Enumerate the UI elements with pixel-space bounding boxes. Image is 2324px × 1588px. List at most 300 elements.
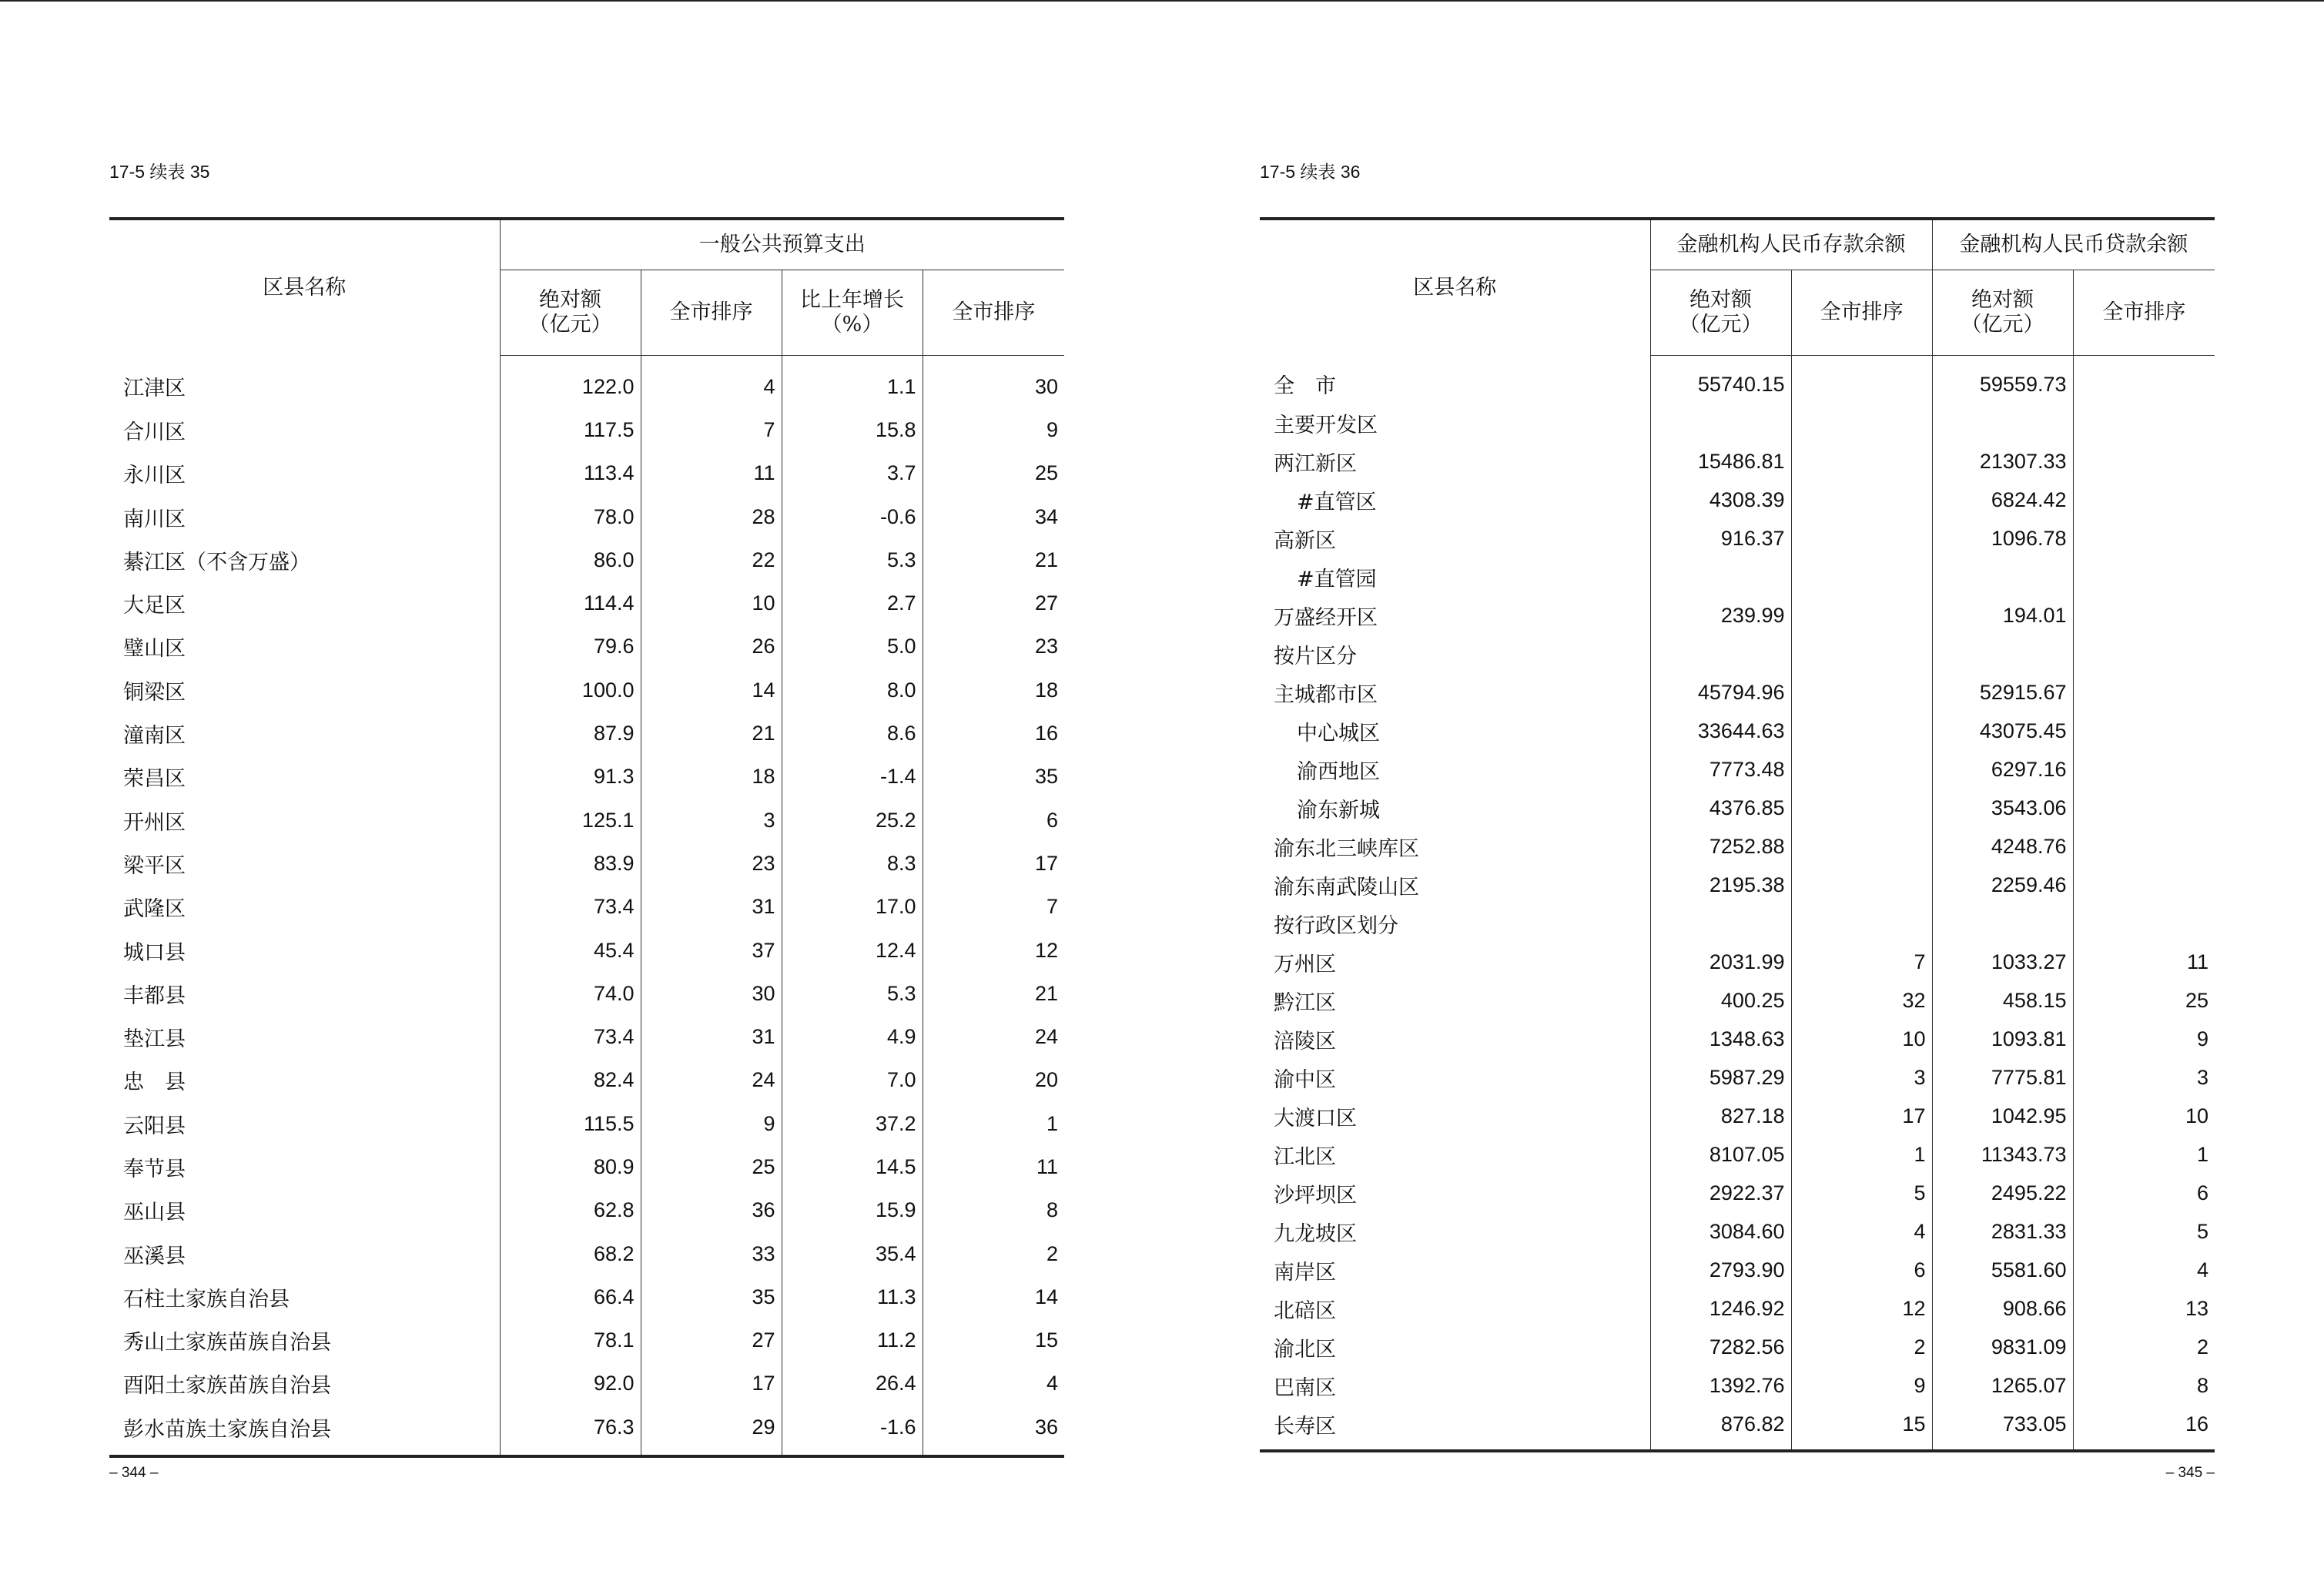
value-cell-1: 83.9 <box>500 842 641 885</box>
value-cell-3: 9831.09 <box>1932 1328 2073 1366</box>
value-cell-2 <box>1791 442 1932 481</box>
value-cell-2: 36 <box>641 1189 782 1232</box>
value-cell-2: 18 <box>641 755 782 799</box>
value-cell-1: 7282.56 <box>1650 1328 1791 1366</box>
value-cell-3: 37.2 <box>782 1102 923 1145</box>
value-cell-1: 125.1 <box>500 799 641 842</box>
value-cell-4: 34 <box>923 495 1064 538</box>
value-cell-1: 73.4 <box>500 1015 641 1058</box>
table-row <box>1260 750 2215 789</box>
value-cell-1: 916.37 <box>1650 519 1791 558</box>
value-cell-1: 117.5 <box>500 408 641 451</box>
value-cell-3 <box>1932 558 2073 596</box>
value-cell-2: 17 <box>641 1362 782 1405</box>
district-name-cell: 丰都县 <box>123 983 186 1008</box>
table-row <box>1260 673 2215 712</box>
value-cell-1: 15486.81 <box>1650 442 1791 481</box>
value-cell-1: 2922.37 <box>1650 1174 1791 1212</box>
value-cell-4 <box>2073 635 2215 673</box>
value-cell-3: 43075.45 <box>1932 712 2073 750</box>
district-name-cell: 长寿区 <box>1260 1405 1650 1451</box>
value-cell-2 <box>1791 673 1932 712</box>
value-cell-4: 6 <box>2073 1174 2215 1212</box>
table-row <box>109 972 1064 1015</box>
value-cell-4: 23 <box>923 625 1064 668</box>
value-cell-4: 25 <box>923 452 1064 495</box>
district-name-cell: 江北区 <box>1274 1144 1336 1169</box>
header-growth-rate: 比上年增长 （%） <box>782 270 923 356</box>
value-cell-1: 400.25 <box>1650 981 1791 1020</box>
value-cell-4 <box>2073 712 2215 750</box>
value-cell-2: 3 <box>641 799 782 842</box>
district-name-cell: 高新区 <box>1274 528 1336 553</box>
value-cell-4: 9 <box>2073 1020 2215 1058</box>
district-name-cell: 渝东新城 <box>1297 798 1380 822</box>
table-row <box>1260 866 2215 904</box>
value-cell-2: 15 <box>1791 1405 1932 1451</box>
table-row <box>1260 712 2215 750</box>
value-cell-1 <box>1650 904 1791 943</box>
value-cell-2: 2 <box>1791 1328 1932 1366</box>
value-cell-1: 239.99 <box>1650 596 1791 635</box>
value-cell-3: 2831.33 <box>1932 1212 2073 1251</box>
table-caption: 17-5 续表 36 <box>1260 162 1361 182</box>
value-cell-4 <box>2073 404 2215 442</box>
value-cell-1: 92.0 <box>500 1362 641 1405</box>
value-cell-2: 22 <box>641 538 782 581</box>
value-cell-4: 8 <box>2073 1366 2215 1405</box>
value-cell-1: 876.82 <box>1650 1405 1791 1451</box>
value-cell-1: 66.4 <box>500 1275 641 1318</box>
value-cell-4 <box>2073 596 2215 635</box>
district-name-cell: 巫山县 <box>123 1201 186 1225</box>
value-cell-4: 8 <box>923 1189 1064 1232</box>
value-cell-3: 14.5 <box>782 1145 923 1188</box>
value-cell-1: 82.4 <box>500 1059 641 1102</box>
value-cell-2: 3 <box>1791 1058 1932 1097</box>
value-cell-3: 3543.06 <box>1932 789 2073 827</box>
value-cell-4 <box>2073 866 2215 904</box>
district-name-cell: 南岸区 <box>1274 1260 1336 1285</box>
value-cell-1: 827.18 <box>1650 1097 1791 1135</box>
value-cell-2: 31 <box>641 886 782 929</box>
district-name-cell: 巫溪县 <box>123 1244 186 1268</box>
value-cell-1: 7252.88 <box>1650 827 1791 866</box>
value-cell-1: 33644.63 <box>1650 712 1791 750</box>
value-cell-3 <box>1932 904 2073 943</box>
value-cell-1: 45.4 <box>500 929 641 972</box>
table-row <box>109 1145 1064 1188</box>
district-name-cell: 南川区 <box>123 507 186 531</box>
value-cell-3: 6824.42 <box>1932 481 2073 519</box>
value-cell-1: 3084.60 <box>1650 1212 1791 1251</box>
table-row <box>109 712 1064 755</box>
district-name-cell: 沙坪坝区 <box>1274 1183 1357 1208</box>
district-name-cell: 黔江区 <box>1274 990 1336 1015</box>
value-cell-2: 4 <box>1791 1212 1932 1251</box>
value-cell-1: 73.4 <box>500 886 641 929</box>
value-cell-2: 27 <box>641 1319 782 1362</box>
header-absolute-amount: 绝对额 （亿元） <box>500 270 641 356</box>
value-cell-2 <box>1791 596 1932 635</box>
district-name-cell: 涪陵区 <box>1274 1029 1336 1054</box>
page-number: – 345 – <box>2165 1465 2215 1481</box>
district-name-cell: 武隆区 <box>123 897 186 922</box>
table-row <box>109 538 1064 581</box>
district-name-cell: #直管区 <box>1297 490 1377 514</box>
value-cell-4: 12 <box>923 929 1064 972</box>
value-cell-3: 5.3 <box>782 538 923 581</box>
value-cell-4: 7 <box>923 886 1064 929</box>
value-cell-2: 37 <box>641 929 782 972</box>
left-page <box>109 0 1064 1588</box>
district-name-cell: 开州区 <box>123 810 186 835</box>
value-cell-3: 11.3 <box>782 1275 923 1318</box>
value-cell-4: 35 <box>923 755 1064 799</box>
value-cell-1: 7773.48 <box>1650 750 1791 789</box>
value-cell-1: 5987.29 <box>1650 1058 1791 1097</box>
value-cell-4: 36 <box>923 1405 1064 1456</box>
table-row <box>109 1232 1064 1275</box>
value-cell-3: 35.4 <box>782 1232 923 1275</box>
value-cell-1: 100.0 <box>500 668 641 712</box>
header-loan-amount: 绝对额 （亿元） <box>1932 270 2073 356</box>
value-cell-1: 1246.92 <box>1650 1289 1791 1328</box>
value-cell-3: 1096.78 <box>1932 519 2073 558</box>
value-cell-3: -0.6 <box>782 495 923 538</box>
value-cell-4 <box>2073 442 2215 481</box>
value-cell-2 <box>1791 404 1932 442</box>
table-row <box>1260 1097 2215 1135</box>
district-name-cell: 万州区 <box>1274 952 1336 977</box>
value-cell-2 <box>1791 635 1932 673</box>
value-cell-3: 12.4 <box>782 929 923 972</box>
value-cell-3: 11.2 <box>782 1319 923 1362</box>
value-cell-3: 8.6 <box>782 712 923 755</box>
value-cell-3: 1093.81 <box>1932 1020 2073 1058</box>
district-name-cell: 全 市 <box>1274 374 1336 399</box>
value-cell-4: 11 <box>2073 943 2215 981</box>
value-cell-4: 1 <box>2073 1135 2215 1174</box>
value-cell-3 <box>1932 635 2073 673</box>
value-cell-1 <box>1650 635 1791 673</box>
value-cell-2: 30 <box>641 972 782 1015</box>
value-cell-4: 21 <box>923 538 1064 581</box>
value-cell-1: 1348.63 <box>1650 1020 1791 1058</box>
value-cell-1: 62.8 <box>500 1189 641 1232</box>
district-name-cell: 两江新区 <box>1274 451 1357 476</box>
table-row <box>1260 943 2215 981</box>
value-cell-1: 2793.90 <box>1650 1251 1791 1289</box>
value-cell-3: 25.2 <box>782 799 923 842</box>
header-growth-rank: 全市排序 <box>923 270 1064 356</box>
value-cell-3: 3.7 <box>782 452 923 495</box>
table-row <box>109 1189 1064 1232</box>
table-row <box>109 408 1064 451</box>
value-cell-2: 10 <box>641 581 782 625</box>
value-cell-2: 32 <box>1791 981 1932 1020</box>
value-cell-4: 30 <box>923 356 1064 409</box>
district-name-cell: 按片区分 <box>1274 644 1357 668</box>
table-row <box>109 886 1064 929</box>
value-cell-4: 2 <box>923 1232 1064 1275</box>
value-cell-4 <box>2073 673 2215 712</box>
value-cell-4: 4 <box>923 1362 1064 1405</box>
value-cell-2: 24 <box>641 1059 782 1102</box>
value-cell-1: 79.6 <box>500 625 641 668</box>
value-cell-1: 4308.39 <box>1650 481 1791 519</box>
value-cell-1: 122.0 <box>500 356 641 409</box>
value-cell-4: 1 <box>923 1102 1064 1145</box>
table-row <box>109 452 1064 495</box>
value-cell-2: 1 <box>1791 1135 1932 1174</box>
value-cell-2: 26 <box>641 625 782 668</box>
value-cell-2: 14 <box>641 668 782 712</box>
table-row <box>1260 1174 2215 1212</box>
value-cell-3: 1042.95 <box>1932 1097 2073 1135</box>
value-cell-2: 10 <box>1791 1020 1932 1058</box>
page-number: – 344 – <box>109 1465 159 1481</box>
table-row <box>1260 1289 2215 1328</box>
value-cell-4: 5 <box>2073 1212 2215 1251</box>
value-cell-2: 6 <box>1791 1251 1932 1289</box>
district-name-cell: 石柱土家族自治县 <box>123 1287 290 1312</box>
value-cell-4: 16 <box>923 712 1064 755</box>
district-name-cell: 主要开发区 <box>1274 413 1378 437</box>
table-caption: 17-5 续表 35 <box>109 162 210 182</box>
value-cell-1: 2031.99 <box>1650 943 1791 981</box>
table-row <box>1260 1020 2215 1058</box>
table-row <box>1260 481 2215 519</box>
value-cell-1: 86.0 <box>500 538 641 581</box>
value-cell-4: 16 <box>2073 1405 2215 1451</box>
deposit-loan-table <box>1260 217 2215 1452</box>
value-cell-4 <box>2073 481 2215 519</box>
value-cell-1: 114.4 <box>500 581 641 625</box>
table-row <box>109 755 1064 799</box>
value-cell-4 <box>2073 750 2215 789</box>
district-name-cell: 彭水苗族土家族自治县 <box>109 1405 500 1456</box>
value-cell-4: 20 <box>923 1059 1064 1102</box>
value-cell-4: 4 <box>2073 1251 2215 1289</box>
table-row <box>109 799 1064 842</box>
table-row <box>109 668 1064 712</box>
value-cell-4 <box>2073 904 2215 943</box>
value-cell-1: 115.5 <box>500 1102 641 1145</box>
value-cell-2: 7 <box>1791 943 1932 981</box>
district-name-cell: 北碚区 <box>1274 1298 1336 1323</box>
table-row <box>1260 1366 2215 1405</box>
district-name-cell: 渝北区 <box>1274 1337 1336 1362</box>
value-cell-3: 2.7 <box>782 581 923 625</box>
value-cell-2: 25 <box>641 1145 782 1188</box>
value-cell-2 <box>1791 481 1932 519</box>
table-row <box>1260 596 2215 635</box>
value-cell-2 <box>1791 789 1932 827</box>
district-name-cell: 主城都市区 <box>1274 682 1378 707</box>
value-cell-4 <box>2073 789 2215 827</box>
value-cell-3: 52915.67 <box>1932 673 2073 712</box>
value-cell-3: 8.0 <box>782 668 923 712</box>
value-cell-1: 80.9 <box>500 1145 641 1188</box>
district-name-cell: 城口县 <box>123 940 186 965</box>
value-cell-4: 10 <box>2073 1097 2215 1135</box>
table-body <box>1260 356 2215 1452</box>
table-row <box>1260 635 2215 673</box>
value-cell-3: 2495.22 <box>1932 1174 2073 1212</box>
table-row <box>109 1362 1064 1405</box>
table-row <box>109 842 1064 885</box>
value-cell-3: 6297.16 <box>1932 750 2073 789</box>
district-name-cell: 永川区 <box>123 464 186 488</box>
district-name-cell: 梁平区 <box>123 853 186 878</box>
district-name-cell: 江津区 <box>123 377 186 401</box>
value-cell-1 <box>1650 558 1791 596</box>
value-cell-4: 2 <box>2073 1328 2215 1366</box>
value-cell-2: 33 <box>641 1232 782 1275</box>
district-name-cell: #直管园 <box>1297 567 1377 591</box>
header-district-name: 区县名称 <box>109 219 500 356</box>
value-cell-1: 1392.76 <box>1650 1366 1791 1405</box>
value-cell-3: -1.6 <box>782 1405 923 1456</box>
table-row <box>1260 904 2215 943</box>
district-name-cell: 合川区 <box>123 420 186 444</box>
value-cell-3: 15.9 <box>782 1189 923 1232</box>
value-cell-3: 7775.81 <box>1932 1058 2073 1097</box>
district-name-cell: 大足区 <box>123 594 186 618</box>
value-cell-2: 7 <box>641 408 782 451</box>
district-name-cell: 铜梁区 <box>123 680 186 705</box>
district-name-cell: 酉阳土家族苗族自治县 <box>123 1374 331 1399</box>
table-row <box>109 581 1064 625</box>
table-row <box>109 1405 1064 1456</box>
table-row <box>109 929 1064 972</box>
value-cell-2 <box>1791 904 1932 943</box>
district-name-cell: 巴南区 <box>1274 1375 1336 1400</box>
table-row <box>1260 827 2215 866</box>
table-row <box>1260 404 2215 442</box>
table-row <box>109 1319 1064 1362</box>
value-cell-3: 17.0 <box>782 886 923 929</box>
table-row <box>1260 1058 2215 1097</box>
table-row <box>109 1015 1064 1058</box>
value-cell-2 <box>1791 827 1932 866</box>
value-cell-2: 28 <box>641 495 782 538</box>
value-cell-3: 5581.60 <box>1932 1251 2073 1289</box>
value-cell-3: 5.0 <box>782 625 923 668</box>
district-name-cell: 潼南区 <box>123 724 186 749</box>
value-cell-3: 11343.73 <box>1932 1135 2073 1174</box>
value-cell-3: 4248.76 <box>1932 827 2073 866</box>
value-cell-3: -1.4 <box>782 755 923 799</box>
value-cell-2 <box>1791 519 1932 558</box>
header-city-rank: 全市排序 <box>641 270 782 356</box>
district-name-cell: 渝中区 <box>1274 1067 1336 1092</box>
value-cell-1: 113.4 <box>500 452 641 495</box>
value-cell-2: 21 <box>641 712 782 755</box>
header-general-budget-expenditure: 一般公共预算支出 <box>500 219 1064 270</box>
district-name-cell: 中心城区 <box>1297 721 1380 745</box>
district-name-cell: 大渡口区 <box>1274 1106 1357 1131</box>
value-cell-1: 76.3 <box>500 1405 641 1456</box>
value-cell-2 <box>1791 356 1932 404</box>
table-row <box>1260 1212 2215 1251</box>
value-cell-4: 18 <box>923 668 1064 712</box>
value-cell-1: 74.0 <box>500 972 641 1015</box>
value-cell-3: 1265.07 <box>1932 1366 2073 1405</box>
table-body <box>109 356 1064 1457</box>
table-row <box>1260 558 2215 596</box>
table-row <box>1260 981 2215 1020</box>
value-cell-4: 15 <box>923 1319 1064 1362</box>
table-row <box>1260 789 2215 827</box>
value-cell-4 <box>2073 558 2215 596</box>
value-cell-4: 24 <box>923 1015 1064 1058</box>
value-cell-2: 29 <box>641 1405 782 1456</box>
value-cell-4: 21 <box>923 972 1064 1015</box>
value-cell-3: 733.05 <box>1932 1405 2073 1451</box>
table-row <box>1260 519 2215 558</box>
header-deposit-amount: 绝对额 （亿元） <box>1650 270 1791 356</box>
district-name-cell: 忠 县 <box>123 1070 186 1095</box>
value-cell-3: 458.15 <box>1932 981 2073 1020</box>
value-cell-1: 4376.85 <box>1650 789 1791 827</box>
value-cell-3: 21307.33 <box>1932 442 2073 481</box>
value-cell-1: 68.2 <box>500 1232 641 1275</box>
table-row <box>1260 1135 2215 1174</box>
value-cell-3: 2259.46 <box>1932 866 2073 904</box>
value-cell-2: 4 <box>641 356 782 409</box>
value-cell-3 <box>1932 404 2073 442</box>
value-cell-3: 5.3 <box>782 972 923 1015</box>
header-loan-rank: 全市排序 <box>2073 270 2215 356</box>
district-name-cell: 秀山土家族苗族自治县 <box>123 1331 331 1355</box>
value-cell-4: 25 <box>2073 981 2215 1020</box>
value-cell-4: 13 <box>2073 1289 2215 1328</box>
value-cell-1: 78.1 <box>500 1319 641 1362</box>
value-cell-1: 8107.05 <box>1650 1135 1791 1174</box>
table-row <box>109 495 1064 538</box>
district-name-cell: 奉节县 <box>123 1157 186 1181</box>
value-cell-4 <box>2073 827 2215 866</box>
value-cell-1: 87.9 <box>500 712 641 755</box>
value-cell-4 <box>2073 519 2215 558</box>
district-name-cell: 万盛经开区 <box>1274 605 1378 630</box>
right-page <box>1260 0 2215 1588</box>
table-row <box>1260 356 2215 404</box>
table-row <box>109 1275 1064 1318</box>
value-cell-1: 45794.96 <box>1650 673 1791 712</box>
table-row <box>109 1059 1064 1102</box>
value-cell-3: 1033.27 <box>1932 943 2073 981</box>
table-row <box>109 356 1064 409</box>
value-cell-3: 15.8 <box>782 408 923 451</box>
value-cell-2: 31 <box>641 1015 782 1058</box>
value-cell-2 <box>1791 866 1932 904</box>
value-cell-3: 4.9 <box>782 1015 923 1058</box>
value-cell-4: 3 <box>2073 1058 2215 1097</box>
value-cell-3: 8.3 <box>782 842 923 885</box>
table-row <box>109 1102 1064 1145</box>
value-cell-1 <box>1650 404 1791 442</box>
district-name-cell: 璧山区 <box>123 637 186 662</box>
budget-expenditure-table <box>109 217 1064 1458</box>
table-row <box>1260 442 2215 481</box>
district-name-cell: 綦江区（不含万盛） <box>123 550 310 575</box>
value-cell-3: 194.01 <box>1932 596 2073 635</box>
header-district-name: 区县名称 <box>1260 219 1650 356</box>
value-cell-4: 27 <box>923 581 1064 625</box>
